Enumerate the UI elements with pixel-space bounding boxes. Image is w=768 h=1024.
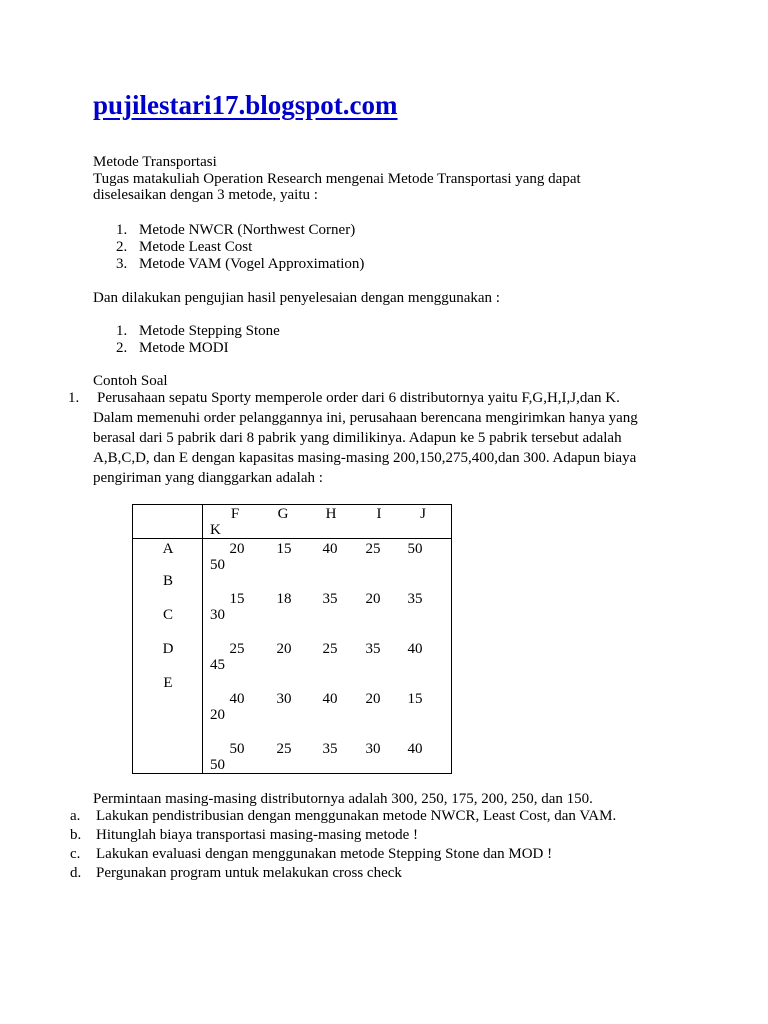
table-col-header: F (230, 506, 240, 522)
table-cell-extra: 50 (210, 757, 225, 773)
table-cell: 20 (229, 541, 245, 557)
table-row-label: E (163, 675, 173, 691)
table-cell: 35 (322, 591, 338, 607)
cost-table (132, 504, 452, 774)
example-line-3: berasal dari 5 pabrik dari 8 pabrik yang dimilikinya. Adapun ke 5 pabrik tersebut adalah (93, 430, 622, 446)
task-letter: d. (70, 865, 82, 881)
table-cell: 35 (407, 591, 423, 607)
method-number: 2. (116, 239, 128, 255)
table-cell: 30 (276, 691, 292, 707)
table-cell: 25 (276, 741, 292, 757)
table-header-divider (132, 538, 452, 539)
blog-url-link[interactable]: pujilestari17.blogspot.com (93, 90, 398, 120)
table-col-header-extra: K (210, 522, 221, 538)
table-cell: 15 (407, 691, 423, 707)
task-letter: c. (70, 846, 81, 862)
table-cell: 40 (322, 691, 338, 707)
task-item-c: Lakukan evaluasi dengan menggunakan metode Stepping Stone dan MOD ! (96, 846, 553, 862)
example-line-5: pengiriman yang dianggarkan adalah : (93, 470, 323, 486)
task-item-b: Hitunglah biaya transportasi masing-masing metode ! (96, 827, 419, 843)
method-item-nwcr: Metode NWCR (Northwest Corner) (139, 222, 356, 238)
task-item-d: Pergunakan program untuk melakukan cross check (96, 865, 402, 881)
table-row-label: A (162, 541, 174, 557)
task-letter: b. (70, 827, 82, 843)
test-number: 1. (116, 323, 128, 339)
testing-intro: Dan dilakukan pengujian hasil penyelesaian dengan menggunakan : (93, 290, 500, 306)
table-cell: 18 (276, 591, 292, 607)
table-cell: 50 (229, 741, 245, 757)
method-item-least-cost: Metode Least Cost (139, 239, 253, 255)
method-item-vam: Metode VAM (Vogel Approximation) (139, 256, 365, 272)
example-heading: Contoh Soal (93, 373, 168, 389)
table-cell: 20 (276, 641, 292, 657)
example-line-4: A,B,C,D, dan E dengan kapasitas masing-masing 200,150,275,400,dan 300. Adapun biaya (93, 450, 637, 466)
table-col-header: I (376, 506, 382, 522)
table-cell: 20 (365, 691, 381, 707)
table-col-header: J (420, 506, 426, 522)
method-number: 3. (116, 256, 128, 272)
intro-line-2: diselesaikan dengan 3 metode, yaitu : (93, 187, 318, 203)
method-number: 1. (116, 222, 128, 238)
table-cell: 30 (365, 741, 381, 757)
example-number: 1. (68, 390, 80, 406)
table-cell: 25 (229, 641, 245, 657)
table-row-label: D (162, 641, 174, 657)
intro-heading: Metode Transportasi (93, 154, 217, 170)
test-number: 2. (116, 340, 128, 356)
table-cell-extra: 30 (210, 607, 225, 623)
table-cell: 50 (407, 541, 423, 557)
test-item-stepping-stone: Metode Stepping Stone (139, 323, 280, 339)
table-row-label: C (162, 607, 174, 623)
demand-text: Permintaan masing-masing distributornya adalah 300, 250, 175, 200, 250, dan 150. (93, 791, 593, 807)
table-cell: 15 (276, 541, 292, 557)
table-label-divider (202, 504, 203, 774)
table-cell: 35 (365, 641, 381, 657)
table-cell: 15 (229, 591, 245, 607)
table-cell: 35 (322, 741, 338, 757)
table-cell-extra: 45 (210, 657, 225, 673)
table-cell: 40 (407, 741, 423, 757)
test-item-modi: Metode MODI (139, 340, 229, 356)
task-item-a: Lakukan pendistribusian dengan menggunakan metode NWCR, Least Cost, dan VAM. (96, 808, 617, 824)
intro-line-1: Tugas matakuliah Operation Research mengenai Metode Transportasi yang dapat (93, 171, 581, 187)
example-line-2: Dalam memenuhi order pelanggannya ini, perusahaan berencana mengirimkan hanya yang (93, 410, 638, 426)
task-letter: a. (70, 808, 81, 824)
table-cell: 25 (365, 541, 381, 557)
table-col-header: H (325, 506, 337, 522)
table-cell: 40 (229, 691, 245, 707)
table-cell: 40 (407, 641, 423, 657)
table-cell: 40 (322, 541, 338, 557)
example-line-1: Perusahaan sepatu Sporty memperole order dari 6 distributornya yaitu F,G,H,I,J,dan K. (97, 390, 620, 406)
table-row-label: B (162, 573, 174, 589)
table-cell-extra: 50 (210, 557, 225, 573)
table-cell: 20 (365, 591, 381, 607)
table-cell-extra: 20 (210, 707, 225, 723)
table-col-header: G (277, 506, 289, 522)
table-cell: 25 (322, 641, 338, 657)
